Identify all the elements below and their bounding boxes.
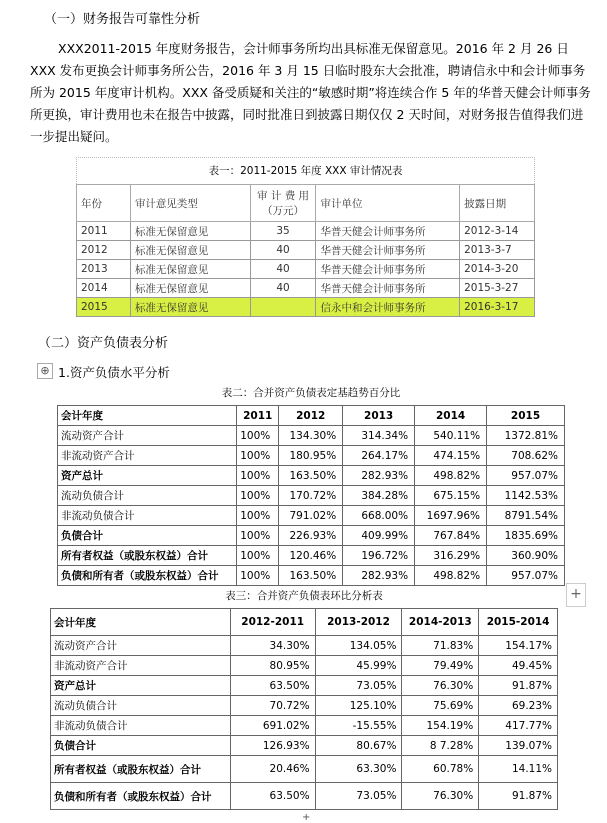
table-row	[58, 466, 565, 486]
section2-heading: （二）资产负债表分析	[38, 336, 169, 351]
table-cell: 409.99%	[343, 526, 415, 546]
section2-subheading: 1.资产负债水平分析	[58, 365, 170, 380]
table-row	[51, 783, 558, 810]
table-cell: 2012-3-14	[460, 222, 535, 241]
table-header-row	[58, 406, 565, 426]
table-cell: 474.15%	[415, 446, 487, 466]
header-cell: 2012	[279, 406, 343, 426]
table-cell: 资产总计	[58, 466, 237, 486]
table-cell: 100%	[237, 526, 279, 546]
table-cell: 498.82%	[415, 566, 487, 586]
table-cell: 1372.81%	[487, 426, 565, 446]
header-cell: 会计年度	[51, 609, 231, 636]
table-cell: 负债合计	[51, 736, 231, 756]
highlighted-table-row	[77, 298, 535, 317]
table-cell: 标准无保留意见	[130, 222, 250, 241]
table-cell: 100%	[237, 426, 279, 446]
table-row	[58, 526, 565, 546]
header-cell: 年份	[77, 185, 131, 222]
table-cell: 75.69%	[402, 696, 479, 716]
table-cell: 498.82%	[415, 466, 487, 486]
table-cell: 2014-3-20	[460, 260, 535, 279]
header-cell: 2015-2014	[479, 609, 558, 636]
header-cell: 2013-2012	[315, 609, 402, 636]
table-cell: 316.29%	[415, 546, 487, 566]
table-cell: 154.19%	[402, 716, 479, 736]
table-cell: 标准无保留意见	[130, 279, 250, 298]
table-cell: 2013-3-7	[460, 241, 535, 260]
table-cell: 139.07%	[479, 736, 558, 756]
table-cell: 170.72%	[279, 486, 343, 506]
base-trend-table	[57, 383, 565, 586]
table-cell: 100%	[237, 446, 279, 466]
table-cell: 708.62%	[487, 446, 565, 466]
table-cell: 标准无保留意见	[130, 260, 250, 279]
table-cell: 957.07%	[487, 566, 565, 586]
table-cell: 2013	[77, 260, 131, 279]
table-cell	[250, 298, 316, 317]
table-cell: 196.72%	[343, 546, 415, 566]
table-cell: 资产总计	[51, 676, 231, 696]
audit-table-grid	[76, 184, 535, 317]
table-row	[58, 486, 565, 506]
table-cell: 40	[250, 241, 316, 260]
table-cell: 540.11%	[415, 426, 487, 446]
table-cell: 120.46%	[279, 546, 343, 566]
table-row	[51, 656, 558, 676]
table-cell: 80.67%	[315, 736, 402, 756]
table-cell: 91.87%	[479, 676, 558, 696]
table-header-row	[51, 609, 558, 636]
table-cell: 华普天健会计师事务所	[316, 279, 460, 298]
table-row	[58, 506, 565, 526]
table-cell: 73.05%	[315, 676, 402, 696]
table-cell: 100%	[237, 546, 279, 566]
table-cell: 流动负债合计	[58, 486, 237, 506]
table-cell: 华普天健会计师事务所	[316, 241, 460, 260]
header-cell: 2012-2011	[230, 609, 315, 636]
table-cell: 63.50%	[230, 676, 315, 696]
table-cell: 1697.96%	[415, 506, 487, 526]
table-cell: 70.72%	[230, 696, 315, 716]
section1-heading: （一）财务报告可靠性分析	[44, 12, 201, 27]
table-cell: 2015	[77, 298, 131, 317]
header-cell: 审计单位	[316, 185, 460, 222]
table-cell: 负债合计	[58, 526, 237, 546]
table-cell: 100%	[237, 486, 279, 506]
table-cell: 35	[250, 222, 316, 241]
table-header-row	[77, 185, 535, 222]
table-cell: 1835.69%	[487, 526, 565, 546]
audit-table-caption: 表一：2011-2015 年度 XXX 审计情况表	[76, 157, 535, 184]
table-cell: 76.30%	[402, 676, 479, 696]
table-row	[58, 426, 565, 446]
table-cell: 非流动负债合计	[51, 716, 231, 736]
table-cell: 华普天健会计师事务所	[316, 260, 460, 279]
table-row	[58, 566, 565, 586]
table-cell: 60.78%	[402, 756, 479, 783]
header-cell: 2013	[343, 406, 415, 426]
table-cell: 226.93%	[279, 526, 343, 546]
header-cell: 2015	[487, 406, 565, 426]
table-row	[77, 222, 535, 241]
table-cell: 314.34%	[343, 426, 415, 446]
table-cell: 126.93%	[230, 736, 315, 756]
table-cell: 34.30%	[230, 636, 315, 656]
table-cell: 100%	[237, 566, 279, 586]
add-row-button[interactable]: +	[302, 812, 311, 823]
header-cell: 审计意见类型	[130, 185, 250, 222]
table-cell: 417.77%	[479, 716, 558, 736]
chain-ratio-table-caption: 表三：合并资产负债表环比分析表	[225, 590, 383, 602]
header-cell: 披露日期	[460, 185, 535, 222]
table-cell: 45.99%	[315, 656, 402, 676]
table-cell: 20.46%	[230, 756, 315, 783]
table-cell: 691.02%	[230, 716, 315, 736]
table-row	[77, 260, 535, 279]
table-move-handle-icon[interactable]: ⊕	[37, 363, 53, 379]
header-cell: 2011	[237, 406, 279, 426]
table-cell: 163.50%	[279, 466, 343, 486]
add-column-button[interactable]: +	[566, 583, 586, 607]
header-cell: 2014	[415, 406, 487, 426]
header-cell: 2014-2013	[402, 609, 479, 636]
table-cell: 282.93%	[343, 566, 415, 586]
table-cell: -15.55%	[315, 716, 402, 736]
table-cell: 91.87%	[479, 783, 558, 810]
table-row	[51, 676, 558, 696]
table-cell: 非流动资产合计	[58, 446, 237, 466]
table-cell: 8 7.28%	[402, 736, 479, 756]
table-cell: 2016-3-17	[460, 298, 535, 317]
header-cell: 会计年度	[58, 406, 237, 426]
table-cell: 80.95%	[230, 656, 315, 676]
table-cell: 668.00%	[343, 506, 415, 526]
table-row	[58, 546, 565, 566]
table-cell: 63.30%	[315, 756, 402, 783]
table-cell: 标准无保留意见	[130, 298, 250, 317]
table-cell: 2015-3-27	[460, 279, 535, 298]
table-row	[77, 279, 535, 298]
header-cell: 审 计 费 用（万元）	[250, 185, 316, 222]
table-cell: 791.02%	[279, 506, 343, 526]
table-cell: 134.30%	[279, 426, 343, 446]
table-cell: 8791.54%	[487, 506, 565, 526]
table-cell: 标准无保留意见	[130, 241, 250, 260]
table-cell: 100%	[237, 466, 279, 486]
table-cell: 180.95%	[279, 446, 343, 466]
table-cell: 所有者权益（或股东权益）合计	[58, 546, 237, 566]
base-trend-table-caption: 表二：合并资产负债表定基趋势百分比	[221, 387, 401, 399]
table-cell: 163.50%	[279, 566, 343, 586]
table-cell: 675.15%	[415, 486, 487, 506]
table-cell: 154.17%	[479, 636, 558, 656]
chain-ratio-table-grid	[50, 608, 558, 810]
table-cell: 2012	[77, 241, 131, 260]
table-cell: 360.90%	[487, 546, 565, 566]
table-cell: 71.83%	[402, 636, 479, 656]
table-row	[51, 756, 558, 783]
table-cell: 流动负债合计	[51, 696, 231, 716]
table-cell: 384.28%	[343, 486, 415, 506]
table-cell: 69.23%	[479, 696, 558, 716]
chain-ratio-table	[50, 586, 558, 810]
audit-table	[76, 157, 535, 317]
table-row	[51, 736, 558, 756]
table-cell: 信永中和会计师事务所	[316, 298, 460, 317]
table-cell: 负债和所有者（或股东权益）合计	[51, 783, 231, 810]
table-row	[51, 716, 558, 736]
table-cell: 非流动负债合计	[58, 506, 237, 526]
table-cell: 流动资产合计	[58, 426, 237, 446]
table-cell: 76.30%	[402, 783, 479, 810]
table-cell: 100%	[237, 506, 279, 526]
table-cell: 负债和所有者（或股东权益）合计	[58, 566, 237, 586]
section1-paragraph: XXX2011-2015 年度财务报告，会计师事务所均出具标准无保留意见。2016 年 2 月 26 日 XXX 发布更换会计师事务所公告，2016 年 3 月 15 日临时股东大会批准，聘请信永中和会计师事务所为 2015 年度审计机构。XXX 备受质疑和关注的“敏感时期”将连续合作 5 年的华普天健会计师事务所更换，审计费用也未在报告中披露，同时批准日到披露日期仅仅 2 天时间，对财务报告值得我们进一步提出疑问。	[30, 41, 591, 144]
table-cell: 14.11%	[479, 756, 558, 783]
table-cell: 非流动资产合计	[51, 656, 231, 676]
table-row	[58, 446, 565, 466]
table-row	[77, 241, 535, 260]
table-cell: 1142.53%	[487, 486, 565, 506]
table-cell: 264.17%	[343, 446, 415, 466]
base-trend-table-grid	[57, 405, 565, 586]
table-cell: 73.05%	[315, 783, 402, 810]
table-cell: 2011	[77, 222, 131, 241]
table-cell: 49.45%	[479, 656, 558, 676]
table-cell: 2014	[77, 279, 131, 298]
table-cell: 767.84%	[415, 526, 487, 546]
table-cell: 流动资产合计	[51, 636, 231, 656]
table-row	[51, 696, 558, 716]
table-cell: 79.49%	[402, 656, 479, 676]
table-cell: 40	[250, 279, 316, 298]
table-row	[51, 636, 558, 656]
table-cell: 125.10%	[315, 696, 402, 716]
table-cell: 957.07%	[487, 466, 565, 486]
table-cell: 134.05%	[315, 636, 402, 656]
table-cell: 282.93%	[343, 466, 415, 486]
table-cell: 40	[250, 260, 316, 279]
table-cell: 所有者权益（或股东权益）合计	[51, 756, 231, 783]
table-cell: 华普天健会计师事务所	[316, 222, 460, 241]
table-cell: 63.50%	[230, 783, 315, 810]
